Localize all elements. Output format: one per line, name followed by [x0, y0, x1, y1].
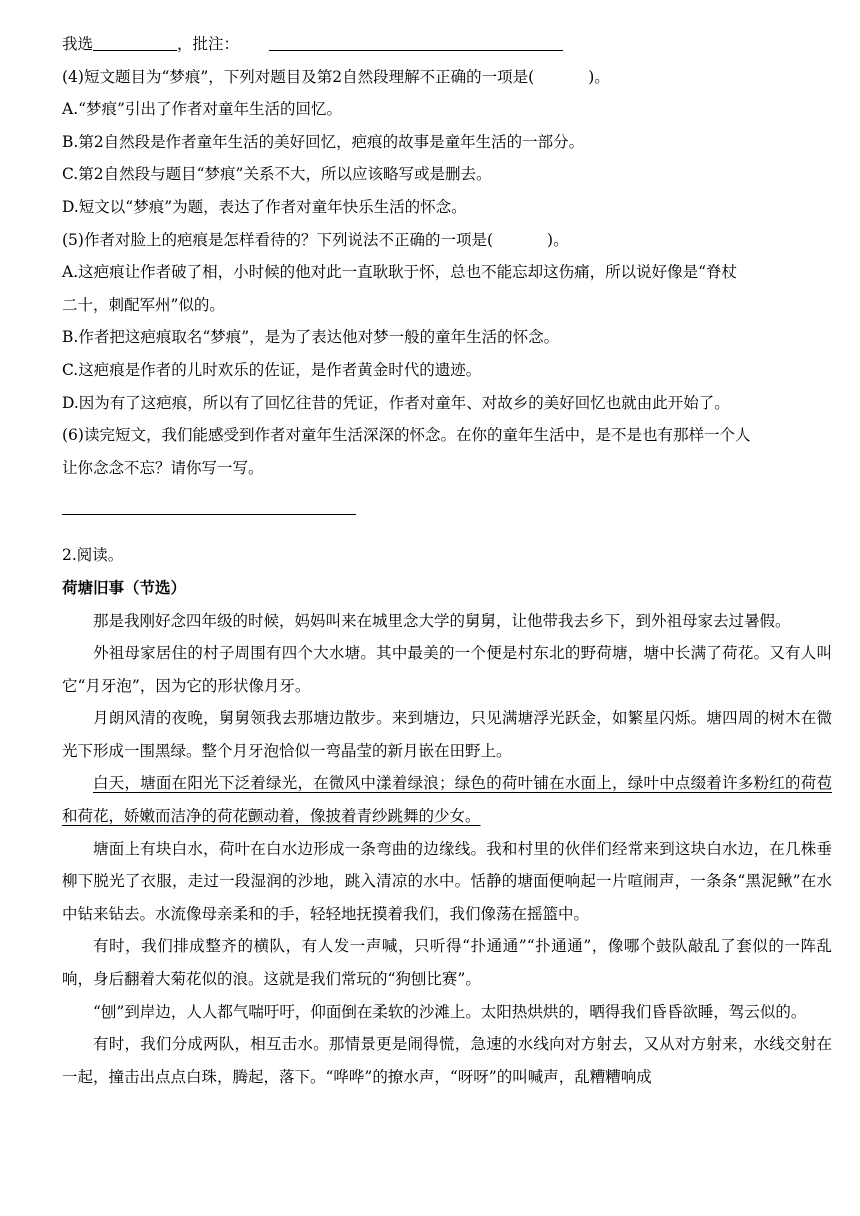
q5-option-b: B.作者把这疤痕取名“梦痕”，是为了表达他对梦一般的童年生活的怀念。	[62, 328, 560, 347]
q4-option-d: D.短文以“梦痕”为题，表达了作者对童年快乐生活的怀念。	[62, 197, 467, 216]
annotation-blank[interactable]	[269, 35, 563, 52]
passage-paragraph: 有时，我们分成两队，相互击水。那情景更是闹得慌，急速的水线向对方射去，又从对方射来，水线交射在一起，撞击出点点白珠，腾起，落下。“哗哗”的撩水声，“呀呀”的叫喊声，乱糟糟响成	[62, 1035, 832, 1086]
select-label: 我选	[62, 35, 94, 53]
q5-stem: (5)作者对脸上的疤痕是怎样看待的？下列说法不正确的一项是( )。	[62, 230, 569, 249]
q3-answer-row	[62, 28, 832, 61]
q4-option-c: C.第2自然段与题目“梦痕”关系不大，所以应该略写或是删去。	[62, 165, 492, 184]
passage-paragraph: 塘面上有块白水，荷叶在白水边形成一条弯曲的边缘线。我和村里的伙伴们经常来到这块白水边，在几株垂柳下脱光了衣服，走过一段湿润的沙地，跳入清凉的水中。恬静的塘面便响起一片喧闹声，一条条“黑泥鳅”在水中钻来钻去。水流像母亲柔和的手，轻轻地抚摸着我们，我们像荡在摇篮中。	[62, 839, 832, 923]
q5-option-c: C.这疤痕是作者的儿时欢乐的佐证，是作者黄金时代的遗迹。	[62, 360, 482, 379]
passage-paragraph: 有时，我们排成整齐的横队，有人发一声喊，只听得“扑通通”“扑通通”，像哪个鼓队敲乱了套似的一阵乱响，身后翻着大菊花似的浪。这就是我们常玩的“狗刨比赛”。	[62, 937, 832, 989]
q6-stem-line2: 让你念念不忘？请你写一写。	[62, 458, 264, 477]
q4-option-a: A.“梦痕”引出了作者对童年生活的回忆。	[62, 100, 342, 119]
select-blank[interactable]	[93, 35, 177, 52]
passage-paragraph: 外祖母家居住的村子周围有四个大水塘。其中最美的一个便是村东北的野荷塘，塘中长满了荷花。又有人叫它“月牙泡”，因为它的形状像月牙。	[62, 644, 832, 695]
q5-option-a-line1: A.这疤痕让作者破了相，小时候的他对此一直耿耿于怀，总也不能忘却这伤痛，所以说好像是“脊杖	[62, 263, 738, 282]
passage-paragraph-underlined: 白天，塘面在阳光下泛着绿光，在微风中漾着绿浪；绿色的荷叶铺在水面上，绿叶中点缀着许多粉红的荷苞和荷花，娇嫩而洁净的荷花颤动着，像披着青纱跳舞的少女。	[62, 774, 832, 826]
q4-stem: (4)短文题目为“梦痕”，下列对题目及第2自然段理解不正确的一项是( )。	[62, 67, 610, 86]
q6-answer-line[interactable]	[62, 484, 356, 515]
q5-option-d: D.因为有了这疤痕，所以有了回忆往昔的凭证，作者对童年、对故乡的美好回忆也就由此开始了。	[62, 393, 730, 412]
q6-stem-line1: (6)读完短文，我们能感受到作者对童年生活深深的怀念。在你的童年生活中，是不是也有那样一个人	[62, 426, 751, 445]
passage-paragraph: 那是我刚好念四年级的时候，妈妈叫来在城里念大学的舅舅，让他带我去乡下，到外祖母家去过暑假。	[93, 611, 791, 630]
section-heading: 2.阅读。	[62, 546, 124, 565]
passage-paragraph: “刨”到岸边，人人都气喘吁吁，仰面倒在柔软的沙滩上。太阳热烘烘的，晒得我们昏昏欲睡，驾云似的。	[93, 1002, 807, 1021]
passage-paragraph: 月朗风清的夜晚，舅舅领我去那塘边散步。来到塘边，只见满塘浮光跃金，如繁星闪烁。塘四周的树木在微光下形成一围黑绿。整个月牙泡恰似一弯晶莹的新月嵌在田野上。	[62, 709, 832, 760]
q5-option-a-line2: 二十，刺配军州”似的。	[62, 295, 225, 314]
annotation-label: ，批注：	[177, 35, 240, 53]
q4-option-b: B.第2自然段是作者童年生活的美好回忆，疤痕的故事是童年生活的一部分。	[62, 132, 585, 151]
passage-title: 荷塘旧事（节选）	[62, 578, 187, 597]
worksheet-page	[62, 28, 832, 1093]
